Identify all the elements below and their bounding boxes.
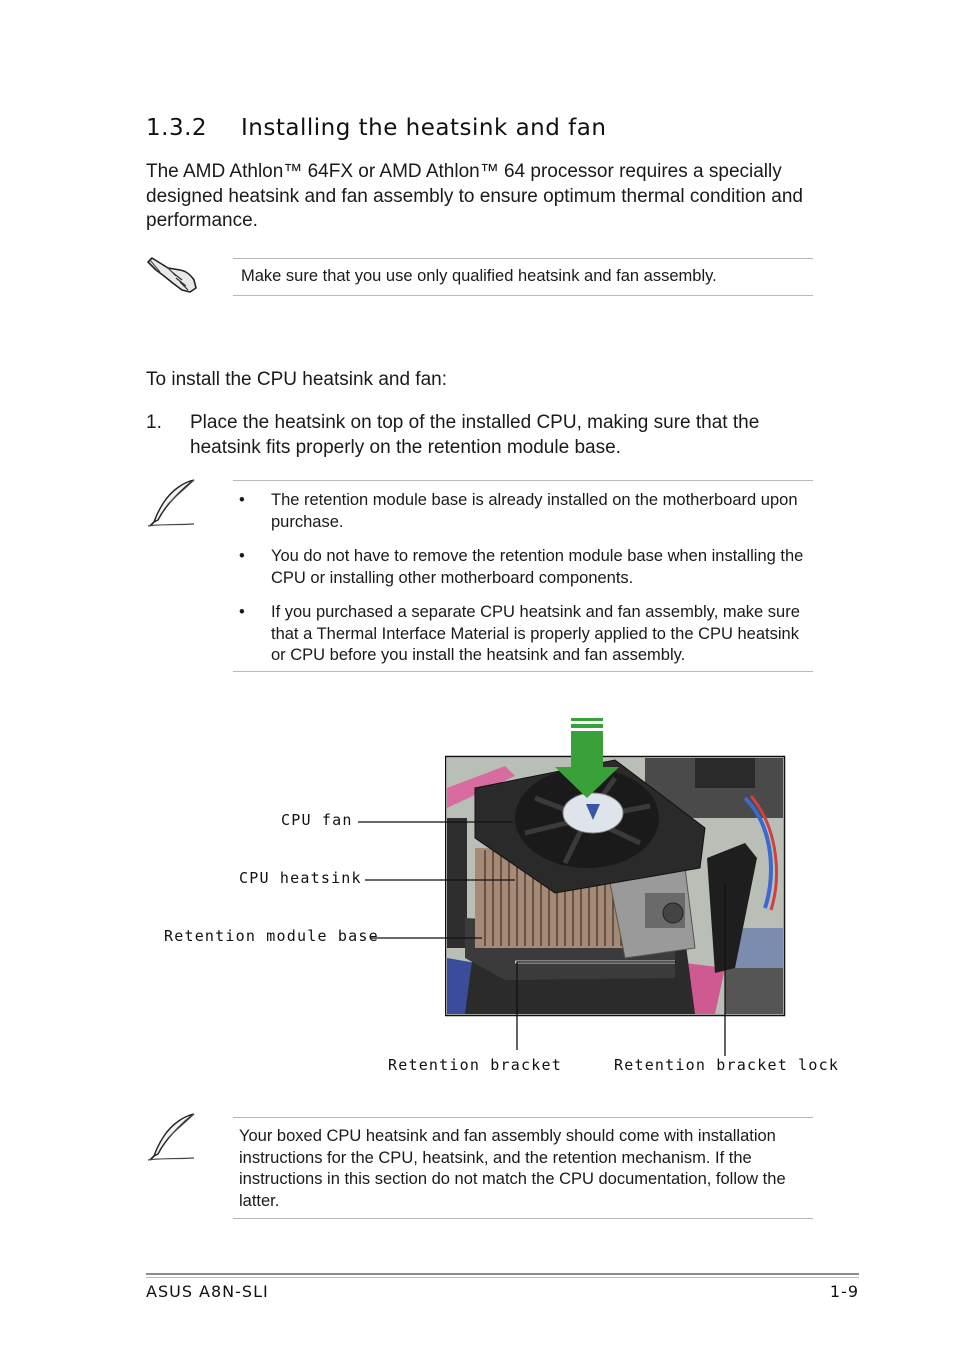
- bullet-dot: •: [239, 603, 245, 621]
- intro-paragraph: The AMD Athlon™ 64FX or AMD Athlon™ 64 processor requires a specially designed heatsink and fan assembly to ensure optimum thermal condition and performance.: [146, 161, 803, 231]
- step-number: 1.: [146, 412, 162, 433]
- label-cpu-heatsink: CPU heatsink: [239, 869, 362, 887]
- bullet-dot: •: [239, 547, 245, 565]
- footer-rule-thin: [146, 1277, 859, 1278]
- bullet-dot: •: [239, 491, 245, 509]
- section-title: Installing the heatsink and fan: [241, 115, 607, 141]
- footer-rule: [146, 1273, 859, 1275]
- footer-page-number: 1-9: [829, 1282, 859, 1301]
- bullet-text: You do not have to remove the retention module base when installing the CPU or installing other motherboard components.: [271, 547, 804, 587]
- final-note-box: [233, 1117, 813, 1219]
- bullet-text: The retention module base is already installed on the motherboard upon purchase.: [271, 491, 798, 531]
- label-cpu-fan: CPU fan: [281, 811, 353, 829]
- final-note-text: Your boxed CPU heatsink and fan assembly should come with installation instructions for the CPU, heatsink, and the retention mechanism. If the instructions in this section do not match the CPU documentation, follow the latter.: [239, 1127, 786, 1210]
- label-retention-bracket-lock: Retention bracket lock: [614, 1056, 840, 1074]
- quill-pen-icon: [146, 1112, 198, 1164]
- footer-product-name: ASUS A8N-SLI: [146, 1282, 269, 1301]
- label-retention-module-base: Retention module base: [164, 927, 379, 945]
- bullet-text: If you purchased a separate CPU heatsink and fan assembly, make sure that a Thermal Interface Material is properly applied to the CPU heatsink or CPU before you install the heatsink and fan assembly.: [271, 603, 800, 664]
- label-retention-bracket: Retention bracket: [388, 1056, 562, 1074]
- procedure-intro: To install the CPU heatsink and fan:: [146, 369, 448, 390]
- warning-note-text: Make sure that you use only qualified heatsink and fan assembly.: [241, 267, 717, 285]
- step-text: Place the heatsink on top of the installed CPU, making sure that the heatsink fits properly on the retention module base.: [190, 412, 760, 458]
- section-number: 1.3.2: [146, 115, 208, 141]
